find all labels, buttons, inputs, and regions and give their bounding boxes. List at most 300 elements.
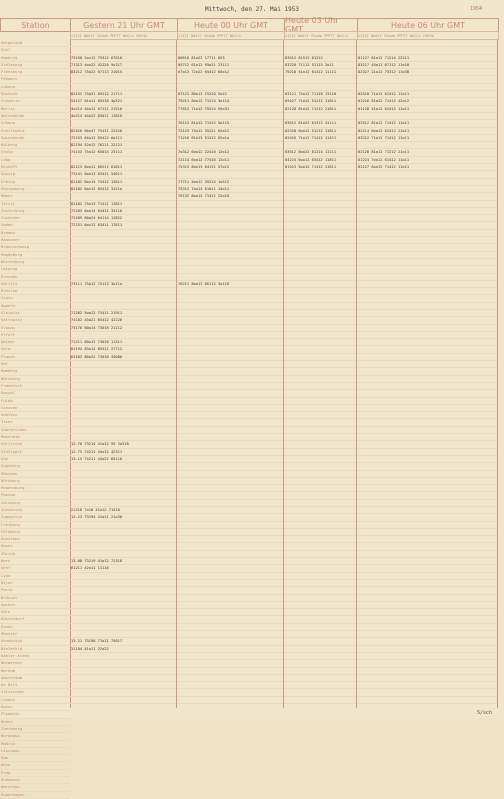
observation-row — [284, 76, 356, 83]
observation-row — [177, 441, 283, 448]
station-name: Glatz — [0, 295, 70, 302]
observation-row — [357, 237, 497, 244]
observation-row — [357, 675, 497, 682]
station-name: Berlin — [0, 106, 70, 113]
observation-row — [284, 215, 356, 222]
observation-row: 70112 81o12 71412 5o115 — [177, 120, 283, 127]
observation-row — [357, 624, 497, 631]
observation-row — [357, 76, 497, 83]
observation-row — [177, 288, 283, 295]
station-name: Memel — [0, 193, 70, 200]
station-name: Vlissingen — [0, 689, 70, 696]
station-name: Amsterdam — [0, 675, 70, 682]
observation-row — [357, 441, 497, 448]
observation-row — [284, 208, 356, 215]
observation-row — [284, 660, 356, 667]
observation-row — [177, 317, 283, 324]
observation-row — [357, 595, 497, 602]
station-column — [0, 40, 71, 797]
observation-row — [284, 697, 356, 704]
station-name: Osnabrück — [0, 638, 70, 645]
observation-row — [357, 507, 497, 514]
station-name: Flensburg — [0, 69, 70, 76]
observation-row — [284, 427, 356, 434]
observation-row — [357, 113, 497, 120]
station-name: Helgoland — [0, 40, 70, 47]
observation-row — [177, 704, 283, 708]
station-name: Düsseldorf — [0, 616, 70, 623]
observation-row — [70, 463, 176, 470]
observation-row — [357, 354, 497, 361]
station-name: Warschau — [0, 784, 70, 791]
station-name: Breslau — [0, 288, 70, 295]
observation-row — [284, 565, 356, 572]
observation-row — [357, 522, 497, 529]
observation-row — [284, 113, 356, 120]
observation-row — [284, 595, 356, 602]
observation-row — [357, 383, 497, 390]
observation-row — [177, 419, 283, 426]
observation-row — [177, 390, 283, 397]
observation-row — [357, 259, 497, 266]
observation-row — [284, 390, 356, 397]
observation-row: 72114 6oo12 77416 12o11 — [177, 157, 283, 164]
observation-row — [177, 668, 283, 675]
observation-row — [357, 222, 497, 229]
station-name: Wittenberg — [0, 259, 70, 266]
observation-row — [357, 142, 497, 149]
station-name: Bremen — [0, 230, 70, 237]
station-name: Genf — [0, 565, 70, 572]
observation-row — [70, 609, 176, 616]
observation-row — [70, 361, 176, 368]
observation-row — [177, 325, 283, 332]
observation-row — [357, 339, 497, 346]
observation-row: 83121 75o12 71120 13110 — [284, 91, 356, 98]
observation-row: 83212 71o12 71412 11o11 — [357, 135, 497, 142]
page-number: 1954 — [469, 6, 482, 12]
subheader-heute-00: iIIII Nddff VVwwW PPPTT NhCLh — [177, 31, 285, 40]
observation-row — [70, 704, 176, 708]
observation-row — [357, 244, 497, 251]
observation-row — [357, 456, 497, 463]
observation-row — [177, 697, 283, 704]
observation-row — [284, 441, 356, 448]
section-heute-06 — [357, 40, 498, 708]
observation-row — [284, 201, 356, 208]
observation-row: 82328 6oo12 51212 11811 — [284, 128, 356, 135]
station-name: Königsberg — [0, 186, 70, 193]
observation-row: 00616 81o22 17711 853 — [177, 55, 283, 62]
observation-row — [177, 266, 283, 273]
observation-row — [284, 624, 356, 631]
station-name: Görlitz — [0, 281, 70, 288]
observation-row: 73141 6oo13 63411 54011 — [70, 171, 176, 178]
observation-row — [70, 536, 176, 543]
observation-row — [70, 668, 176, 675]
observation-row — [70, 551, 176, 558]
observation-row — [177, 456, 283, 463]
observation-row — [357, 565, 497, 572]
station-name: Gleiwitz — [0, 310, 70, 317]
station-name: Feldberg — [0, 529, 70, 536]
observation-row — [357, 609, 497, 616]
observation-row — [284, 573, 356, 580]
observation-row — [177, 463, 283, 470]
observation-row — [284, 310, 356, 317]
station-name: Cherbourg — [0, 726, 70, 733]
station-name: Nürnberg — [0, 478, 70, 485]
observation-row — [357, 171, 497, 178]
observation-row — [284, 514, 356, 521]
observation-row — [177, 624, 283, 631]
observation-row — [177, 616, 283, 623]
observation-row: 82182 6ov12 65412 3121o — [70, 186, 176, 193]
observation-row — [357, 405, 497, 412]
observation-row — [177, 565, 283, 572]
observation-row — [357, 638, 497, 645]
observation-row — [70, 478, 176, 485]
observation-row — [284, 653, 356, 660]
observation-row: 72189 80o24 64114 11822 — [70, 215, 176, 222]
observation-row: 82416 71o12 71412 11411 — [284, 135, 356, 142]
observation-row — [284, 244, 356, 251]
station-name: Dresden — [0, 274, 70, 281]
station-name: Paris — [0, 587, 70, 594]
observation-row — [177, 113, 283, 120]
observation-row — [284, 616, 356, 623]
observation-row: 12-75 74211 44o12 42311 — [70, 449, 176, 456]
observation-row: 74153 75o12 65014 23111 — [70, 149, 176, 156]
station-name: Dijon — [0, 580, 70, 587]
station-name: Passau — [0, 492, 70, 499]
observation-row — [357, 230, 497, 237]
observation-row — [177, 507, 283, 514]
observation-row — [70, 47, 176, 54]
station-name: Leipzig — [0, 266, 70, 273]
observation-row — [70, 543, 176, 550]
station-name: Ulm — [0, 456, 70, 463]
observation-row — [357, 274, 497, 281]
station-name: Rixhöft — [0, 164, 70, 171]
observation-row — [70, 252, 176, 259]
station-name: Salzburg — [0, 500, 70, 507]
observation-row — [177, 587, 283, 594]
observation-row: 82518 71o12 61412 11o11 — [357, 91, 497, 98]
observation-row — [70, 412, 176, 419]
observation-row: 71211 80o12 73016 11311 — [70, 339, 176, 346]
station-name: Hamburg — [0, 55, 70, 62]
observation-row — [284, 84, 356, 91]
header-station: Station — [0, 18, 71, 32]
observation-row — [284, 704, 356, 708]
observation-row — [177, 142, 283, 149]
observation-row — [177, 689, 283, 696]
observation-row — [177, 368, 283, 375]
observation-row: 31184 41o11 22o22 — [70, 646, 176, 653]
observation-row — [357, 346, 497, 353]
observation-row: 83512 8oo22 61214 11111 — [284, 149, 356, 156]
header-heute-03: Heute 03 Uhr GMT — [284, 18, 358, 32]
observation-row — [284, 419, 356, 426]
observation-row — [177, 551, 283, 558]
observation-row — [177, 252, 283, 259]
observation-row: 13-15 74211 44o22 65110 — [70, 456, 176, 463]
observation-row: 07o13 72o22 65412 65o12 — [177, 69, 283, 76]
observation-row — [357, 543, 497, 550]
observation-row: 13-21 73198 71o11 75017 — [70, 638, 176, 645]
station-name: Lübeck — [0, 84, 70, 91]
observation-row: 72151 6ov12 63411 17611 — [70, 222, 176, 229]
observation-row: 85427 71o12 51212 11811 — [284, 98, 356, 105]
observation-row — [177, 259, 283, 266]
station-name: Budapest — [0, 777, 70, 784]
observation-row — [357, 412, 497, 419]
observation-row — [284, 536, 356, 543]
observation-row — [70, 653, 176, 660]
observation-row — [177, 354, 283, 361]
observation-row — [177, 40, 283, 47]
observation-row — [177, 84, 283, 91]
observation-row — [70, 631, 176, 638]
observation-row — [70, 427, 176, 434]
station-name: De Bilt — [0, 682, 70, 689]
observation-row — [177, 478, 283, 485]
observation-row — [70, 40, 176, 47]
station-name: Kattowitz — [0, 317, 70, 324]
observation-row — [357, 368, 497, 375]
station-name: Kiel — [0, 47, 70, 54]
station-name: Trier — [0, 419, 70, 426]
observation-row — [177, 492, 283, 499]
observation-row — [70, 529, 176, 536]
observation-row — [284, 171, 356, 178]
station-name: Bamberg — [0, 368, 70, 375]
observation-row — [177, 536, 283, 543]
observation-row — [357, 463, 497, 470]
observation-row: 79218 41o12 61412 11111 — [284, 69, 356, 76]
observation-row — [357, 390, 497, 397]
station-name: Lissabon — [0, 748, 70, 755]
observation-row — [284, 317, 356, 324]
station-name: München — [0, 471, 70, 478]
observation-row: 73178 80o14 73016 21212 — [70, 325, 176, 332]
observation-row — [177, 215, 283, 222]
observation-row — [357, 193, 497, 200]
observation-row — [70, 120, 176, 127]
observation-row — [177, 237, 283, 244]
observation-row — [284, 558, 356, 565]
observation-row — [70, 434, 176, 441]
station-name: Lyon — [0, 573, 70, 580]
observation-row — [357, 361, 497, 368]
station-name: Münster — [0, 631, 70, 638]
observation-row — [70, 157, 176, 164]
observation-row — [284, 346, 356, 353]
station-name: Braunschweig — [0, 244, 70, 251]
observation-row — [284, 434, 356, 441]
observation-row — [177, 675, 283, 682]
observation-row — [357, 201, 497, 208]
station-name: Elbing — [0, 179, 70, 186]
station-name: Essen — [0, 624, 70, 631]
observation-row — [357, 252, 497, 259]
observation-row — [70, 697, 176, 704]
observation-row — [284, 471, 356, 478]
observation-row — [177, 434, 283, 441]
observation-row — [177, 580, 283, 587]
observation-row — [284, 259, 356, 266]
observation-row — [357, 310, 497, 317]
observation-row — [357, 303, 497, 310]
station-name: Norderney — [0, 660, 70, 667]
observation-row — [284, 186, 356, 193]
page-title: Mittwoch, den 27. Mai 1953 — [205, 6, 299, 13]
observation-row — [70, 405, 176, 412]
observation-row: 13-23 73194 41o11 21o38 — [70, 514, 176, 521]
observation-row: 82182 75o13 71411 11811 — [70, 201, 176, 208]
observation-row — [70, 237, 176, 244]
station-name: Stuttgart — [0, 449, 70, 456]
observation-row — [177, 339, 283, 346]
observation-row: 76132 8oo12 71411 22o10 — [177, 193, 283, 200]
station-name: London — [0, 697, 70, 704]
station-name: Innsbruck — [0, 507, 70, 514]
observation-row — [177, 638, 283, 645]
observation-row — [70, 485, 176, 492]
observation-row — [357, 317, 497, 324]
station-name: Fehmarn — [0, 76, 70, 83]
observation-row — [70, 573, 176, 580]
station-name: Tilsit — [0, 201, 70, 208]
observation-row — [284, 646, 356, 653]
observation-row — [70, 76, 176, 83]
observation-row — [177, 609, 283, 616]
observation-row: 81127 81o12 71214 22211 — [357, 55, 497, 62]
observation-row: 74182 45o21 65412 42226 — [70, 317, 176, 324]
observation-row: 72153 64o12 65412 6o111 — [70, 135, 176, 142]
observation-row — [357, 208, 497, 215]
station-name: Augsburg — [0, 463, 70, 470]
observation-row — [284, 179, 356, 186]
observation-row — [177, 543, 283, 550]
station-name: Borkum — [0, 668, 70, 675]
observation-row — [284, 398, 356, 405]
observation-row — [177, 230, 283, 237]
observation-row: 75313 8oo13 64111 57o12 — [177, 164, 283, 171]
observation-row — [177, 500, 283, 507]
observation-row — [70, 259, 176, 266]
observation-row: 82520 66o47 75411 22420 — [70, 128, 176, 135]
station-name: Kopenhagen — [0, 792, 70, 799]
observation-row — [70, 675, 176, 682]
observation-row — [357, 616, 497, 623]
observation-row — [357, 288, 497, 295]
observation-row — [177, 398, 283, 405]
subheader-heute-03: iIIII Nddff VVwwW PPPTT NhCLh — [284, 31, 358, 40]
observation-row — [177, 383, 283, 390]
observation-row — [284, 325, 356, 332]
observation-row — [70, 522, 176, 529]
observation-row — [177, 208, 283, 215]
observation-row: 4o214 44o12 67111 21510 — [70, 106, 176, 113]
observation-row — [284, 675, 356, 682]
subheader-gestern: iIIII Nddff VVwwW PPPTT NhCLh CMCHd — [70, 31, 178, 40]
observation-row — [284, 631, 356, 638]
observation-row — [284, 383, 356, 390]
observation-row — [284, 609, 356, 616]
observation-row — [284, 463, 356, 470]
observation-row — [357, 295, 497, 302]
observation-row — [70, 295, 176, 302]
observation-row — [284, 682, 356, 689]
station-name: Kolberg — [0, 142, 70, 149]
observation-row — [357, 653, 497, 660]
observation-row — [284, 551, 356, 558]
observation-row — [357, 471, 497, 478]
observation-row — [357, 558, 497, 565]
station-name: Würzburg — [0, 376, 70, 383]
header-gestern: Gestern 21 Uhr GMT — [70, 18, 178, 32]
observation-row — [357, 529, 497, 536]
observation-row — [284, 354, 356, 361]
observation-row — [357, 398, 497, 405]
station-name: Bielefeld — [0, 646, 70, 653]
observation-row: 12-76 73214 41o12 95 3o318 — [70, 441, 176, 448]
observation-row — [357, 551, 497, 558]
observation-row — [284, 478, 356, 485]
station-name: Dover — [0, 704, 70, 711]
station-name: Koblenz — [0, 412, 70, 419]
station-name: Prag — [0, 770, 70, 777]
station-name: Gera — [0, 346, 70, 353]
observation-row: 83220 71112 51115 2o11 — [284, 62, 356, 69]
observation-row — [284, 274, 356, 281]
station-name: Leba — [0, 157, 70, 164]
observation-row — [284, 507, 356, 514]
station-name: Stolp — [0, 149, 70, 156]
station-name: Plauen — [0, 354, 70, 361]
observation-row: 82194 52o12 76211 22121 — [70, 142, 176, 149]
observation-row — [177, 485, 283, 492]
observation-row — [284, 230, 356, 237]
observation-row — [357, 580, 497, 587]
observation-row: 53127 81o11 65210 4p521 — [70, 98, 176, 105]
observation-row — [357, 646, 497, 653]
observation-row — [70, 230, 176, 237]
station-name: Aachen — [0, 602, 70, 609]
observation-row — [70, 471, 176, 478]
station-name: Swinemünde — [0, 135, 70, 142]
observation-row — [284, 237, 356, 244]
observation-row: 82128 81o12 71212 21o11 — [357, 149, 497, 156]
observation-row — [284, 587, 356, 594]
observation-row — [70, 84, 176, 91]
station-name: Arkona — [0, 120, 70, 127]
observation-row — [177, 449, 283, 456]
observation-row — [177, 201, 283, 208]
observation-row — [357, 47, 497, 54]
observation-row — [177, 47, 283, 54]
observation-row: 82127 6oo12 71412 11o11 — [357, 164, 497, 171]
observation-row — [284, 332, 356, 339]
station-name: Insterburg — [0, 208, 70, 215]
observation-row — [284, 580, 356, 587]
observation-row — [284, 368, 356, 375]
observation-row — [70, 303, 176, 310]
station-name: Saarbrücken — [0, 427, 70, 434]
observation-row — [357, 419, 497, 426]
